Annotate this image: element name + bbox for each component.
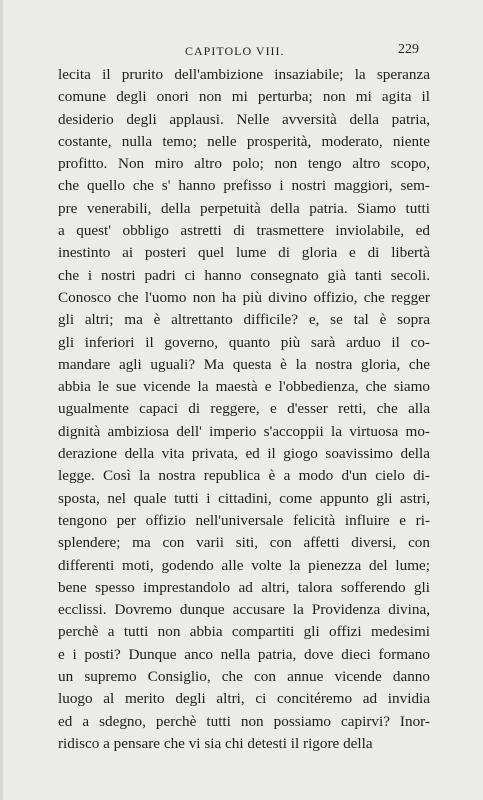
text-line: tengono per offizio nell'universale felicità influire e ri- [58,511,430,529]
text-line: a quest' obbligo astretti di trasmettere inviolabile, ed [58,222,430,240]
text-line: differenti moti, godendo alle volte la pienezza del lume; [58,556,430,574]
text-line: gli altri; ma è altrettanto difficile? e, se tal è sopra [58,311,430,329]
text-line: costante, nulla temo; nelle prosperità, moderato, niente [58,132,430,150]
text-line: legge. Così la nostra republica è a modo d'un cielo di- [58,467,430,485]
text-line: bene spesso imprestandolo ad altri, talora sofferendo gli [58,578,430,596]
text-line: ridisco a pensare che vi sia chi detesti il rigore della [58,734,373,752]
page-number: 229 [398,42,419,57]
text-line: gli inferiori il governo, quanto più sarà arduo il co- [58,333,430,351]
page-edge [0,0,3,800]
text-line: lecita il prurito dell'ambizione insaziabile; la speranza [58,66,430,83]
text-line: perchè a tutti non abbia compartiti gli offizi medesimi [58,623,430,641]
text-line: derazione della vita privata, ed il giogo soavissimo della [58,445,430,463]
text-line: inestinto ai posteri quel lume di gloria e di libertà [58,244,430,262]
body-text [58,64,430,755]
text-line: desiderio degli applausi. Nelle avversità della patria, [58,110,430,128]
text-line: ugualmente capaci di reggere, e d'esser retti, che alla [58,400,430,418]
text-line: ed a sdegno, perchè tutti non possiamo capirvi? Inor- [58,712,430,730]
text-line: un supremo Consiglio, che con annue vicende danno [58,668,430,686]
text-line: e i posti? Dunque anco nella patria, dove dieci formano [58,645,430,663]
text-line: abbia le sue vicende la maestà e l'obbedienza, che siamo [58,378,430,396]
text-line: comune degli onori non mi perturba; non mi agita il [58,88,430,106]
text-line: Conosco che l'uomo non ha più divino offizio, che regger [58,288,430,306]
text-line: splendere; ma con varii siti, con affetti diversi, con [58,534,430,552]
text-line: che quello che s' hanno prefisso i nostri maggiori, sem- [58,177,430,195]
text-line: profitto. Non miro altro polo; non tengo altro scopo, [58,155,430,173]
text-line: che i nostri padri ci hanno consegnato già tanti secoli. [58,266,430,284]
text-line: dignità ambiziosa dell' imperio s'accoppii la virtuosa mo- [58,422,430,440]
text-line: mandare agli uguali? Ma questa è la nostra gloria, che [58,355,430,373]
text-line: luogo al merito degli altri, ci concitéremo ad invidia [58,690,430,708]
page-header [0,40,483,60]
running-title: CAPITOLO VIII. [185,44,285,58]
text-line: pre venerabili, della perpetuità della patria. Siamo tutti [58,199,430,217]
text-line: sposta, nel quale tutti i cittadini, come appunto gli astri, [58,489,430,507]
text-line: ecclissi. Dovremo dunque accusare la Providenza divina, [58,601,430,619]
